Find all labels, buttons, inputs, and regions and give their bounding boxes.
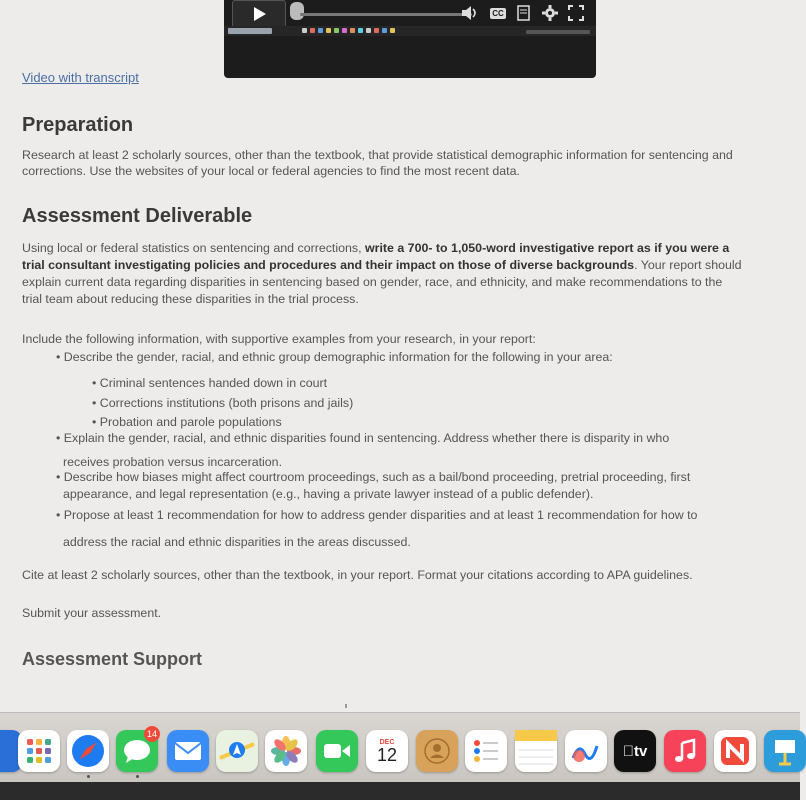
safari-icon[interactable]	[67, 730, 109, 772]
video-transcript-link[interactable]: Video with transcript	[22, 70, 139, 85]
keynote-icon[interactable]	[764, 730, 806, 772]
cite-instructions: Cite at least 2 scholarly sources, other than the textbook, in your report. Format your citations according to APA guidelines.	[22, 568, 693, 582]
deliverable-heading: Assessment Deliverable	[22, 205, 253, 227]
launchpad-icon[interactable]	[18, 730, 60, 772]
subbullet-sentences: • Criminal sentences handed down in court	[92, 376, 328, 390]
bullet-recommendation-line-1: Propose at least 1 recommendation for how to address gender disparities and at least 1 recommendation for how to	[63, 508, 698, 522]
cc-label: CC	[492, 8, 504, 18]
assessment-support-heading: Assessment Support	[22, 649, 203, 669]
messages-running-dot	[136, 775, 139, 778]
apple-tv-icon[interactable]	[614, 730, 656, 772]
contacts-icon[interactable]	[416, 730, 458, 772]
bullet-disparities: • Explain the gender, racial, and ethnic disparities found in sentencing. Address whether there is disparity in who	[56, 431, 670, 445]
cursor-mark	[345, 704, 347, 708]
safari-running-dot	[87, 775, 90, 778]
messages-badge: 14	[144, 726, 160, 742]
bullet-biases: • Describe how biases might affect courtroom proceedings, such as a bail/bond proceeding, pretrial proceeding, first	[56, 470, 691, 484]
mail-icon[interactable]	[167, 730, 209, 772]
subbullet-sentences-text: Criminal sentences handed down in court	[99, 376, 328, 390]
facetime-icon[interactable]	[316, 730, 358, 772]
photos-icon[interactable]	[265, 730, 307, 772]
submit-instructions: Submit your assessment.	[22, 606, 162, 620]
bullet-disparities-line-1: Explain the gender, racial, and ethnic disparities found in sentencing. Address whether there is disparity in who	[63, 431, 670, 445]
tv-label	[623, 743, 648, 760]
deliverable-line-4: trial team about reducing these disparities in the trial process.	[22, 292, 359, 306]
calendar-day: 12	[376, 744, 398, 765]
notes-icon[interactable]	[515, 730, 557, 772]
subbullet-probation-text: Probation and parole populations	[99, 415, 282, 429]
preparation-line-2: corrections. Use the websites of your local or federal agencies to find the most recent data.	[22, 164, 520, 178]
deliverable-text	[22, 240, 792, 308]
subbullet-probation: • Probation and parole populations	[92, 415, 282, 429]
tv-label-text: tv	[628, 742, 642, 760]
deliverable-line-3: explain current data regarding disparities in sentencing based on gender, race, and ethnicity, and make recommendations to the	[22, 275, 723, 289]
subbullet-corrections-text: Corrections institutions (both prisons and jails)	[99, 396, 354, 410]
bullet-demographics-text: Describe the gender, racial, and ethnic group demographic information for the following in your area:	[63, 350, 613, 364]
reminders-icon[interactable]	[465, 730, 507, 772]
calendar-icon[interactable]	[366, 730, 408, 772]
bullet-demographics: • Describe the gender, racial, and ethnic group demographic information for the following in your area:	[56, 350, 613, 364]
desk-edge	[0, 782, 800, 800]
preparation-heading: Preparation	[22, 114, 134, 136]
bullet-disparities-line-2: receives probation versus incarceration.	[63, 455, 283, 469]
bullet-biases-line-2: appearance, and legal representation (e.g., having a private lawyer instead of a public defender).	[63, 487, 594, 501]
bullet-recommendation: • Propose at least 1 recommendation for how to address gender disparities and at least 1 recommendation for how to	[56, 508, 698, 522]
freeform-icon[interactable]	[565, 730, 607, 772]
deliverable-line-2c: . Your report should	[634, 258, 742, 272]
calendar-month: DEC	[379, 738, 395, 746]
include-intro: Include the following information, with supportive examples from your research, in your report:	[22, 332, 536, 346]
maps-icon[interactable]	[216, 730, 258, 772]
preparation-text	[22, 147, 792, 179]
news-icon[interactable]	[714, 730, 756, 772]
bullet-biases-line-1: Describe how biases might affect courtroom proceedings, such as a bail/bond proceeding, pretrial proceeding, first	[63, 470, 691, 484]
deliverable-line-2b: trial consultant investigating policies and procedures and their impact on those of diverse backgrounds	[22, 258, 635, 272]
deliverable-line-1a: Using local or federal statistics on sentencing and corrections,	[22, 241, 365, 255]
subbullet-corrections: • Corrections institutions (both prisons and jails)	[92, 396, 354, 410]
preparation-line-1: Research at least 2 scholarly sources, other than the textbook, that provide statistical demographic information for sentencing and	[22, 148, 733, 162]
music-icon[interactable]	[664, 730, 706, 772]
bullet-recommendation-line-2: address the racial and ethnic disparities in the areas discussed.	[63, 535, 411, 549]
deliverable-line-1b: write a 700- to 1,050-word investigative report as if you were a	[364, 241, 730, 255]
